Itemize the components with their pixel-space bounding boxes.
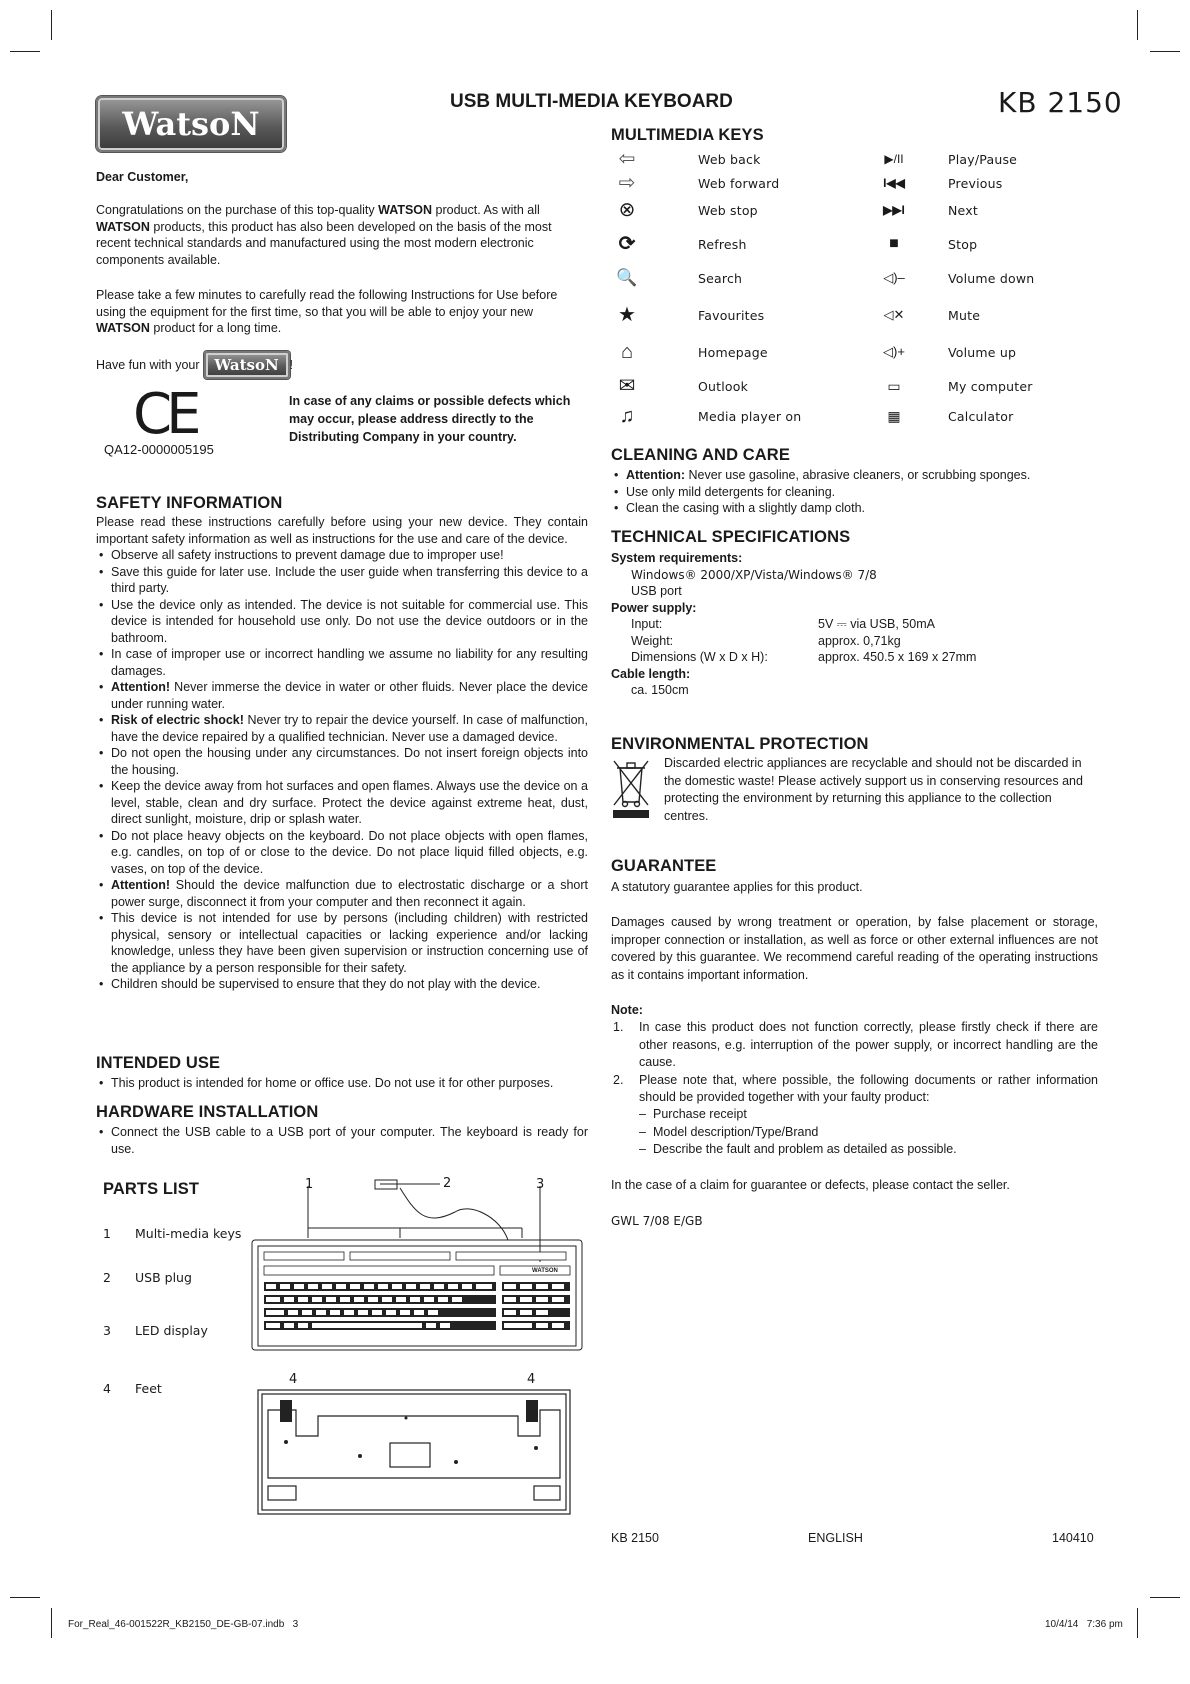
guarantee-p1: A statutory guarantee applies for this product.: [611, 880, 863, 894]
safety-bullet: • Do not place heavy objects on the keyboard. Do not place objects with open flames, e.g. candles, on top of or close to the device. Do not place liquid filled objects, e.g. vases, on top of the device.: [96, 828, 588, 878]
hardware-list: [96, 1124, 588, 1157]
footer-code: 140410: [1052, 1531, 1094, 1545]
mm-key-row: ⌂ Homepage: [612, 341, 768, 363]
ce-code: QA12-0000005195: [104, 442, 214, 457]
document-item: – Purchase receipt: [611, 1106, 1098, 1124]
intended-bullet: • This product is intended for home or office use. Do not use it for other purposes.: [96, 1075, 588, 1092]
mm-key-row: ⇨ Web forward: [612, 172, 779, 194]
crop-mark: [1137, 10, 1138, 40]
guarantee-p2: Damages caused by wrong treatment or operation, by false placement or storage, improper connection or installation, as well as force or other external influences are not covered by this guarantee. We recommend careful reading of the operating instructions as it contains important information.: [611, 915, 1098, 982]
safety-bullet: • This device is not intended for use by persons (including children) with restricted physical, sensory or intellectual capacities or lacking experience and/or lacking knowledge, unless they have been given supervision or instruction concerning use of the appliance by a person responsible for their safety.: [96, 910, 588, 976]
intended-use-heading: INTENDED USE: [96, 1054, 221, 1072]
mm-key-row: 🔍 Search: [612, 267, 742, 289]
sysreq-label: System requirements:: [611, 551, 743, 565]
safety-bullet: • Save this guide for later use. Include the user guide when transferring this device to a third party.: [96, 564, 588, 597]
watson-logo-small: WatsoN: [204, 351, 290, 379]
have-fun-line: Have fun with your WatsoN !: [96, 351, 293, 379]
crop-mark: [1137, 1608, 1138, 1638]
cleaning-heading: CLEANING AND CARE: [611, 446, 790, 464]
mm-key-row: ▶▶I Next: [872, 199, 978, 221]
safety-bullet: • Do not open the housing under any circumstances. Do not insert foreign objects into the housing.: [96, 745, 588, 778]
safety-bullet: • Risk of electric shock! Never try to repair the device yourself. In case of malfunction, have the device repaired by a qualified technician. Never use a damaged device.: [96, 712, 588, 745]
model-number: KB 2150: [998, 86, 1123, 119]
keyboard-brand-label: WATSON: [532, 1268, 558, 1274]
safety-heading: SAFETY INFORMATION: [96, 494, 283, 512]
document-list: [611, 1106, 1098, 1159]
cable-value: ca. 150cm: [631, 683, 689, 697]
safety-bullet: • Observe all safety instructions to prevent damage due to improper use!: [96, 547, 588, 564]
mm-key-row: ◁✕ Mute: [872, 304, 980, 326]
document-item: – Model description/Type/Brand: [611, 1124, 1098, 1142]
spec-dimensions: Dimensions (W x D x H): approx. 450.5 x 169 x 27mm: [631, 650, 977, 664]
callout-1: 1: [305, 1177, 314, 1192]
media-player-icon: ♫: [619, 405, 635, 427]
guarantee-p3: In the case of a claim for guarantee or defects, please contact the seller.: [611, 1178, 1010, 1192]
mm-key-row: I◀◀ Previous: [872, 172, 1002, 194]
web-back-icon: ⇦: [618, 148, 636, 170]
homepage-icon: ⌂: [620, 341, 634, 363]
crop-mark: [51, 1608, 52, 1638]
ce-mark: CE: [133, 382, 196, 447]
stop-icon: ■: [889, 235, 899, 252]
note-item: 1. In case this product does not function correctly, please firstly check if there are other reasons, e.g. interruption of the power supply, or incorrect handling are the cause.: [613, 1020, 1098, 1069]
intended-use-list: [96, 1075, 588, 1092]
parts-item: 1 Multi-media keys: [103, 1226, 242, 1241]
print-timestamp: 10/4/14 7:36 pm: [1045, 1619, 1123, 1630]
mm-key-row: ★ Favourites: [612, 304, 764, 326]
mm-key-row: ▶/II Play/Pause: [872, 148, 1017, 170]
web-stop-icon: ⊗: [618, 199, 636, 221]
callout-2: 2: [443, 1176, 452, 1191]
safety-intro: Please read these instructions carefully before using your new device. They contain important safety information as well as instructions for the use and care of the device.: [96, 515, 588, 546]
watson-logo: WatsoN: [96, 96, 286, 152]
callout-4-left: 4: [289, 1372, 298, 1387]
mm-key-row: ◁)– Volume down: [872, 267, 1034, 289]
parts-item: 3 LED display: [103, 1323, 208, 1338]
multimedia-heading: MULTIMEDIA KEYS: [611, 126, 764, 144]
spec-input: Input: 5V ⎓ via USB, 50mA: [631, 617, 935, 631]
mm-key-row: ◁)+ Volume up: [872, 341, 1016, 363]
safety-section: [96, 514, 588, 993]
print-file-name: For_Real_46-001522R_KB2150_DE-GB-07.indb 3: [68, 1619, 299, 1630]
parts-item: 4 Feet: [103, 1381, 162, 1396]
search-icon: 🔍: [616, 268, 638, 287]
cleaning-list: [611, 467, 1091, 517]
hardware-heading: HARDWARE INSTALLATION: [96, 1103, 319, 1121]
volume-up-icon: ◁)+: [883, 344, 905, 359]
mute-icon: ◁✕: [883, 307, 905, 322]
crop-mark: [1150, 1597, 1180, 1598]
cable-label: Cable length:: [611, 666, 691, 681]
note-label: Note:: [611, 1003, 643, 1017]
mm-key-row: ⊗ Web stop: [612, 199, 758, 221]
note-item: 2. Please note that, where possible, the following documents or rather information should be provided together with your faulty product:: [613, 1072, 1098, 1104]
callout-4-right: 4: [527, 1372, 536, 1387]
callout-3: 3: [536, 1177, 545, 1192]
sysreq-port: USB port: [631, 584, 682, 598]
environment-heading: ENVIRONMENTAL PROTECTION: [611, 735, 869, 753]
calculator-icon: ▦: [887, 408, 901, 424]
document-item: – Describe the fault and problem as detailed as possible.: [611, 1141, 1098, 1159]
outlook-icon: ✉: [618, 375, 636, 397]
mm-key-row: ▭ My computer: [872, 375, 1033, 397]
safety-bullet: • Attention! Should the device malfunction due to electrostatic discharge or a short power surge, disconnect it from your computer and then reconnect it again.: [96, 877, 588, 910]
hardware-bullet: • Connect the USB cable to a USB port of your computer. The keyboard is ready for use.: [96, 1124, 588, 1157]
mm-key-row: ■ Stop: [872, 233, 977, 255]
parts-heading: PARTS LIST: [103, 1180, 200, 1198]
crop-mark: [1150, 51, 1180, 52]
volume-down-icon: ◁)–: [883, 270, 905, 285]
crop-mark: [10, 51, 40, 52]
gwl-code: GWL 7/08 E/GB: [611, 1214, 703, 1228]
claims-notice: In case of any claims or possible defects which may occur, please address directly to the Distributing Company in your country.: [289, 394, 571, 444]
weee-bin-icon: [611, 758, 651, 820]
parts-item: 2 USB plug: [103, 1270, 192, 1285]
mm-key-row: ✉ Outlook: [612, 375, 748, 397]
my-computer-icon: ▭: [887, 378, 901, 394]
favourites-icon: ★: [618, 304, 636, 326]
spec-weight: Weight: approx. 0,71kg: [631, 633, 901, 648]
refresh-icon: ⟳: [618, 233, 636, 255]
intro-paragraph-1: Congratulations on the purchase of this top-quality WATSON product. As with all WATSON products, this product has also been developed on the basis of the most recent technical standards and manufactured using the most modern electronic components available.: [96, 203, 552, 267]
mm-key-row: ♫ Media player on: [612, 405, 801, 427]
power-label: Power supply:: [611, 600, 697, 615]
tech-specs: [611, 550, 1091, 699]
crop-mark: [10, 1597, 40, 1598]
mm-key-row: ▦ Calculator: [872, 405, 1013, 427]
play-pause-icon: ▶/II: [884, 152, 904, 166]
cleaning-bullet: • Clean the casing with a slightly damp cloth.: [611, 500, 1091, 517]
environment-text: Discarded electric appliances are recyclable and should not be discarded in the domestic waste! Please actively support us in conserving resources and protecting the environment by returning this appliance to the collection centres.: [664, 756, 1083, 823]
sysreq-os: Windows® 2000/XP/Vista/Windows® 7/8: [631, 567, 877, 582]
intro-paragraph-2: Please take a few minutes to carefully read the following Instructions for Use before using the equipment for the first time, so that you will be able to enjoy your new WATSON product for a long time.: [96, 288, 558, 335]
previous-icon: I◀◀: [883, 176, 905, 190]
mm-key-row: ⟳ Refresh: [612, 233, 747, 255]
keyboard-bottom-diagram: [256, 1388, 576, 1518]
cleaning-bullet: • Use only mild detergents for cleaning.: [611, 484, 1091, 501]
tech-specs-heading: TECHNICAL SPECIFICATIONS: [611, 528, 851, 546]
safety-bullet: • Use the device only as intended. The device is not suitable for commercial use. This device is intended for household use only. Do not use the device outdoors or in the bathroom.: [96, 597, 588, 647]
next-icon: ▶▶I: [883, 203, 905, 217]
footer-model: KB 2150: [611, 1531, 659, 1545]
safety-bullet: • Keep the device away from hot surfaces and open flames. Always use the device on a level, stable, clean and dry surface. Protect the device against extreme heat, dust, direct sunlight, moisture, drip or splash water.: [96, 778, 588, 828]
crop-mark: [51, 10, 52, 40]
cleaning-bullet: • Attention: Never use gasoline, abrasive cleaners, or scrubbing sponges.: [611, 467, 1091, 484]
page-title: USB MULTI-MEDIA KEYBOARD: [450, 91, 733, 112]
safety-bullet: • In case of improper use or incorrect handling we assume no liability for any resulting damages.: [96, 646, 588, 679]
guarantee-heading: GUARANTEE: [611, 857, 717, 875]
web-forward-icon: ⇨: [618, 172, 636, 194]
safety-bullet: • Attention! Never immerse the device in water or other fluids. Never place the device under running water.: [96, 679, 588, 712]
footer-language: ENGLISH: [808, 1531, 863, 1545]
safety-bullet: • Children should be supervised to ensure that they do not play with the device.: [96, 976, 588, 993]
note-list: [611, 1019, 1098, 1107]
mm-key-row: ⇦ Web back: [612, 148, 761, 170]
greeting: Dear Customer,: [96, 170, 189, 184]
